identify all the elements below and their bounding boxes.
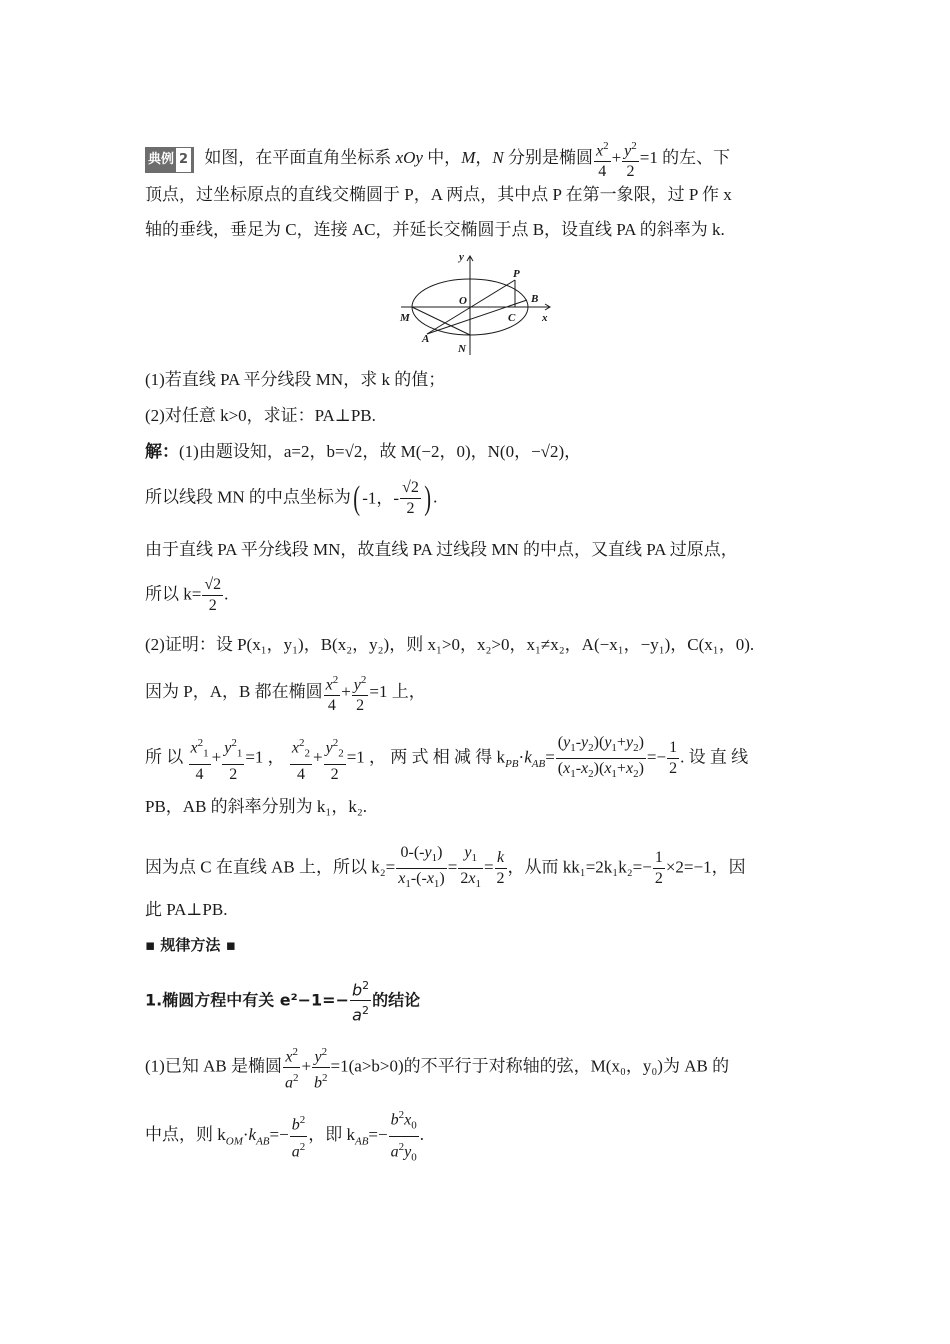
- label-N: N: [458, 343, 466, 355]
- fraction: $\frac{y^2}{b^2}$: [312, 1042, 330, 1094]
- label-x: x: [542, 312, 548, 324]
- text: 所以 k=: [145, 584, 202, 604]
- solution-line-5: (2)证明：设 P(x₁，y₁)，B(x₂，y₂)，则 x₁>0，x₂>0，x₁≠x₂，A(−x₁，−y₁)，C(x₁，0).: [145, 635, 755, 654]
- text: =1(a>b>0)的不平行于对称轴的弦，M(x₀，y₀)为 AB 的: [330, 1056, 730, 1076]
- fraction: $\frac{y_1}{2x_1}$: [460, 844, 481, 891]
- fraction: $\frac{b^2}{a^2}$: [290, 1110, 308, 1162]
- text: N: [492, 148, 504, 168]
- fraction: $\frac{(y_1-y_2)(y_1+y_2)}{(x_1-x_2)(x_1+x_2)}$: [557, 734, 644, 781]
- text: =−: [269, 1124, 289, 1144]
- text: =−: [646, 747, 667, 767]
- text: ，从而 kk₁=2k₁k₂=−: [507, 857, 652, 877]
- solution-label: 解：: [145, 442, 179, 462]
- text: =1 ， 两 式 相 减 得 k: [346, 747, 506, 767]
- fraction: $\frac{y^2_1}{2}$: [222, 733, 244, 785]
- method-title: [145, 976, 420, 1026]
- solution-line-8: PB，AB 的斜率分别为 k₁，k₂.: [145, 797, 368, 816]
- text: 所以线段 MN 的中点坐标为: [145, 487, 351, 507]
- fraction: $\frac{x^2_1}{4}$: [189, 733, 211, 785]
- example-line-2: 顶点，过坐标原点的直线交椭圆于 P，A 两点，其中点 P 在第一象限，过 P 作 x: [145, 185, 732, 204]
- method-heading: ▪ 规律方法 ▪: [145, 936, 236, 954]
- text: 中点，则 k: [145, 1124, 226, 1144]
- text: 所 以: [145, 747, 184, 767]
- question-2: (2)对任意 k>0，求证：PA⊥PB.: [145, 406, 376, 425]
- label-B: B: [531, 293, 539, 305]
- text: 分别是椭圆: [503, 148, 593, 168]
- example-tag: 典例 2: [145, 147, 194, 173]
- label-y: y: [459, 251, 464, 263]
- text: . 设 直 线: [680, 747, 749, 767]
- fraction: $\frac{y^2_2}{2}$: [324, 733, 346, 785]
- text: xOy: [395, 148, 423, 168]
- label-C: C: [508, 312, 516, 324]
- text: =1 上，: [369, 682, 426, 702]
- text: (1)由题设知，a=2，b=√2，故 M(−2，0)，N(0，−√2)，: [179, 442, 582, 461]
- solution-line-10: 此 PA⊥PB.: [145, 900, 228, 919]
- line-MN: [412, 307, 470, 335]
- ellipse-figure: [395, 250, 565, 358]
- fraction: $\frac{b^2}{a^2}$: [350, 976, 371, 1026]
- text: 中，: [422, 148, 462, 168]
- fraction: $\frac{x^2}{4}$: [324, 670, 341, 716]
- solution-line-3: 由于直线 PA 平分线段 MN，故直线 PA 过线段 MN 的中点，又直线 PA 过原点，: [145, 540, 738, 559]
- example-line-1: 典例 2 如图，在平面直角坐标系 xOy 中，M，N 分别是椭圆 $\frac{x^2}{4}$ + $\frac{y^2}{2}$ =1 的左、下: [145, 136, 730, 182]
- fraction: $\frac{x^2}{a^2}$: [283, 1042, 301, 1094]
- fraction: $\frac{x^2}{4}$: [594, 136, 611, 182]
- text: 1.椭圆方程中有关 e²−1=−: [145, 990, 349, 1010]
- fraction: $\frac{y^2}{2}$: [622, 136, 639, 182]
- text: (1)已知 AB 是椭圆: [145, 1056, 282, 1076]
- text: M: [461, 148, 476, 168]
- method-line-2: 中点，则 $k_{OM}\cdot k_{AB}=-$ $\frac{b^2}{a^2}$ ，即 $k_{AB}=-$ $\frac{b^2x_0}{a^2y_0}$ .: [145, 1105, 424, 1167]
- solution-line-1: [145, 440, 581, 464]
- text: 的结论: [372, 990, 421, 1010]
- example-line-3: 轴的垂线，垂足为 C，连接 AC，并延长交椭圆于点 B，设直线 PA 的斜率为 k.: [145, 220, 725, 239]
- text: 因为 P，A，B 都在椭圆: [145, 682, 323, 702]
- fraction: $\frac{b^2x_0}{a^2y_0}$: [389, 1105, 419, 1167]
- question-1: (1)若直线 PA 平分线段 MN，求 k 的值；: [145, 370, 446, 389]
- label-O: O: [459, 295, 467, 307]
- text: 因为点 C 在直线 AB 上，所以 k₂=: [145, 857, 396, 877]
- text: ×2=−1，因: [665, 857, 746, 877]
- fraction: $\frac{x^2_2}{4}$: [290, 733, 312, 785]
- text: 如图，在平面直角坐标系: [204, 148, 396, 168]
- solution-line-2: 所以线段 MN 的中点坐标为( -1，- $\frac{√2}{2}$ ) .: [145, 479, 438, 517]
- text: ，即 k: [308, 1124, 355, 1144]
- fraction: $\frac{1}{2}$: [654, 849, 663, 888]
- fraction: $\frac{y^2}{2}$: [352, 670, 369, 716]
- solution-line-4: 所以 k= $\frac{√2}{2}$ .: [145, 576, 229, 614]
- method-line-1: (1)已知 AB 是椭圆 $\frac{x^2}{a^2}$ + $\frac{y^2}{b^2}$ =1(a>b>0)的不平行于对称轴的弦，M(x₀，y₀)为 AB 的: [145, 1042, 729, 1094]
- fraction: $\frac{0-(-y_1)}{x_1-(-x_1)}$: [398, 844, 445, 891]
- fraction: $\frac{k}{2}$: [496, 849, 505, 888]
- label-P: P: [513, 268, 520, 280]
- text: =1 的左、下: [639, 148, 731, 168]
- label-A: A: [422, 333, 430, 345]
- fraction: $\frac{√2}{2}$: [402, 479, 419, 517]
- label-M: M: [400, 312, 410, 324]
- solution-line-9: 因为点 C 在直线 AB 上，所以 k₂= $\frac{0-(-y_1)}{x_1-(-x_1)}$ = $\frac{y_1}{2x_1}$ = $\frac{k}{2}$ ，从而 kk₁=2k₁k₂=− $\frac{1}{2}$ ×2=−1，因: [145, 843, 746, 894]
- solution-line-6: 因为 P，A，B 都在椭圆 $\frac{x^2}{4}$ + $\frac{y^2}{2}$ =1 上，: [145, 670, 426, 716]
- fraction: $\frac{√2}{2}$: [204, 576, 222, 614]
- text: ，: [475, 148, 493, 168]
- solution-line-7: 所 以 $\frac{x^2_1}{4}$ + $\frac{y^2_1}{2}$ =1 ， $\frac{x^2_2}{4}$ + $\frac{y^2_2}{2}$ =1 ， 两 式 相 减 得 $k_{PB}\cdot k_{AB}=$ $\frac{(y_1-y_2)(y_1+y_2)}{(x_1-x_2)(x_1+x_2)}$ =− $\frac{1}{2}$ . 设 直 线: [145, 734, 749, 783]
- fraction: $\frac{1}{2}$: [669, 739, 678, 778]
- text: =1 ，: [245, 747, 285, 767]
- text: =−: [368, 1124, 388, 1144]
